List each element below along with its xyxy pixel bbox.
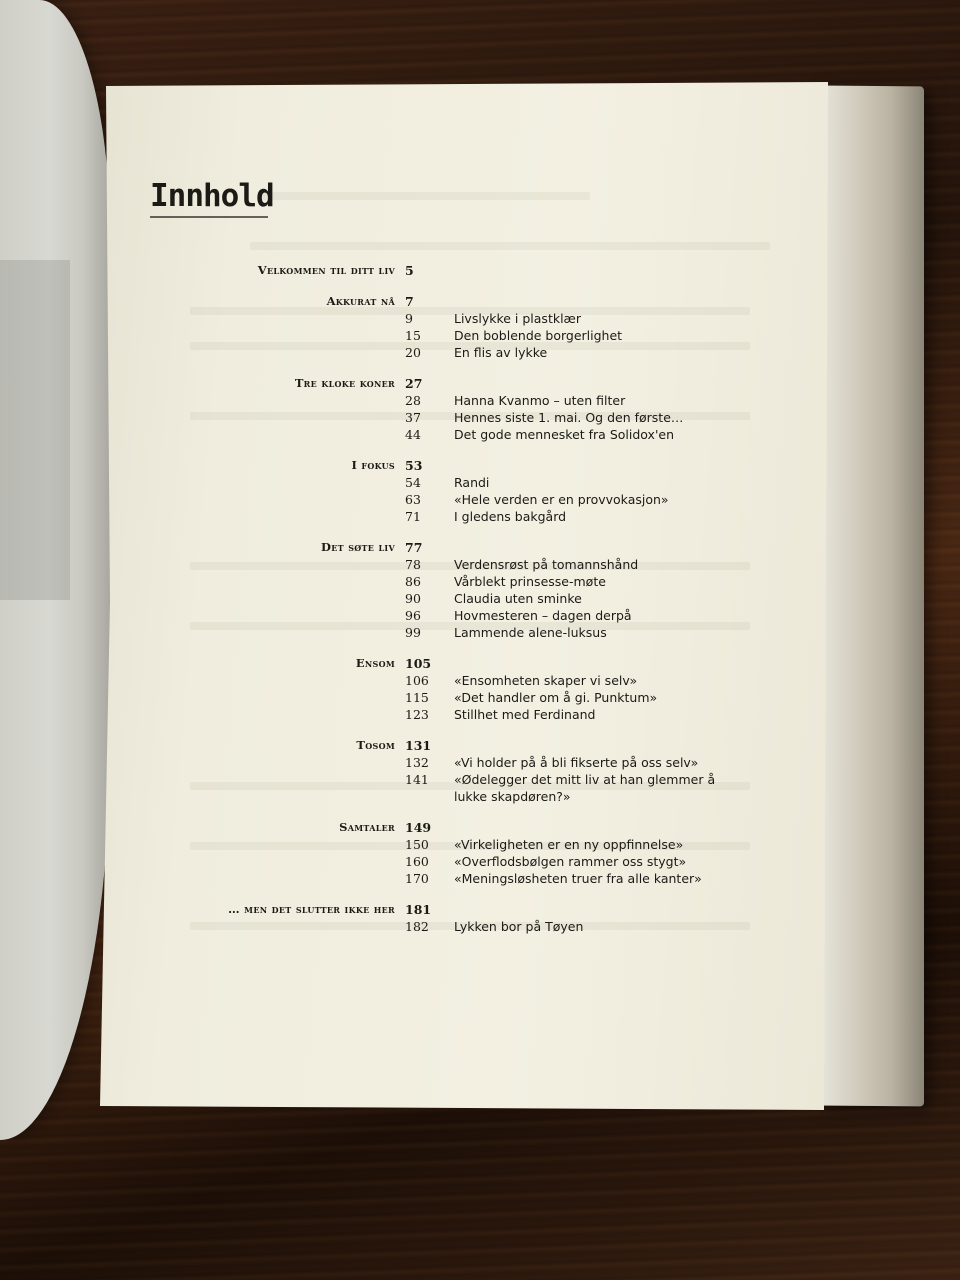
toc-entry-row xyxy=(200,310,720,327)
section-title: Ensom xyxy=(355,656,395,670)
toc-heading: Innhold xyxy=(150,178,274,214)
toc-section xyxy=(200,901,720,935)
entry-title: «Vi holder på å bli fikserte på oss selv» xyxy=(454,755,699,770)
toc-entry-row xyxy=(200,771,720,805)
entry-page-number: 54 xyxy=(405,475,421,490)
entry-title: Claudia uten sminke xyxy=(454,591,582,606)
toc-entry-row xyxy=(200,327,720,344)
toc-section xyxy=(200,819,720,887)
section-page-number: 53 xyxy=(405,458,423,473)
section-title: … men det slutter ikke her xyxy=(228,902,395,916)
entry-page-number: 96 xyxy=(405,608,421,623)
entry-page-number: 63 xyxy=(405,492,421,507)
toc-section xyxy=(200,375,720,443)
section-title: Velkommen til ditt liv xyxy=(257,263,395,277)
entry-page-number: 71 xyxy=(405,509,421,524)
bleed-through-line xyxy=(250,242,770,250)
toc-entry-row xyxy=(200,607,720,624)
entry-page-number: 90 xyxy=(405,591,421,606)
entry-page-number: 28 xyxy=(405,393,421,408)
section-page-number: 27 xyxy=(405,376,423,391)
toc-section-row xyxy=(200,457,720,474)
entry-page-number: 86 xyxy=(405,574,421,589)
toc-entry-row xyxy=(200,870,720,887)
toc-entry-row xyxy=(200,918,720,935)
section-page-number: 181 xyxy=(405,902,432,917)
section-title: Det søte liv xyxy=(320,540,395,554)
toc-entry-row xyxy=(200,573,720,590)
toc-section xyxy=(200,293,720,361)
entry-title: Hanna Kvanmo – uten filter xyxy=(454,393,626,408)
entry-title: Livslykke i plastklær xyxy=(454,311,581,326)
entry-page-number: 20 xyxy=(405,345,421,360)
toc-entry-row xyxy=(200,508,720,525)
book-edge xyxy=(818,86,924,1107)
entry-title: «Overflodsbølgen rammer oss stygt» xyxy=(454,854,687,869)
section-title: Tre kloke koner xyxy=(294,376,395,390)
toc-section-row xyxy=(200,737,720,754)
entry-page-number: 9 xyxy=(405,311,413,326)
section-title: Akkurat nå xyxy=(326,294,395,308)
entry-page-number: 141 xyxy=(405,772,429,787)
section-title: Samtaler xyxy=(339,820,395,834)
entry-page-number: 132 xyxy=(405,755,429,770)
entry-page-number: 78 xyxy=(405,557,421,572)
bleed-through-line xyxy=(260,192,590,200)
entry-title: En flis av lykke xyxy=(454,345,548,360)
entry-page-number: 182 xyxy=(405,919,429,934)
toc-entry-row xyxy=(200,474,720,491)
toc-entry-row xyxy=(200,853,720,870)
entry-title: Den boblende borgerlighet xyxy=(454,328,623,343)
section-page-number: 77 xyxy=(405,540,423,555)
toc-entry-row xyxy=(200,556,720,573)
entry-title: «Hele verden er en provvokasjon» xyxy=(454,492,669,507)
toc-section xyxy=(200,539,720,641)
entry-page-number: 15 xyxy=(405,328,421,343)
toc-section xyxy=(200,262,720,279)
entry-title: «Meningsløsheten truer fra alle kanter» xyxy=(454,871,702,886)
entry-title: Lykken bor på Tøyen xyxy=(454,919,584,934)
section-title: I fokus xyxy=(351,458,395,472)
section-page-number: 131 xyxy=(405,738,432,753)
toc-section xyxy=(200,737,720,805)
toc-entry-row xyxy=(200,409,720,426)
toc-section xyxy=(200,655,720,723)
section-page-number: 105 xyxy=(405,656,432,671)
entry-title: Vårblekt prinsesse-møte xyxy=(454,574,606,589)
toc-section-row xyxy=(200,901,720,918)
entry-page-number: 115 xyxy=(405,690,429,705)
entry-title: «Ensomheten skaper vi selv» xyxy=(454,673,638,688)
entry-title: Verdensrøst på tomannshånd xyxy=(454,557,639,572)
toc-entry-row xyxy=(200,836,720,853)
toc-entry-row xyxy=(200,590,720,607)
toc-section-row xyxy=(200,819,720,836)
entry-title: Lammende alene-luksus xyxy=(454,625,607,640)
entry-title: Hennes siste 1. mai. Og den første… xyxy=(454,410,684,425)
table-of-contents xyxy=(200,262,720,949)
section-title: Tosom xyxy=(356,738,395,752)
toc-section xyxy=(200,457,720,525)
toc-entry-row xyxy=(200,672,720,689)
toc-section-row xyxy=(200,293,720,310)
toc-entry-row xyxy=(200,426,720,443)
entry-page-number: 160 xyxy=(405,854,429,869)
entry-title: Det gode mennesket fra Solidox'en xyxy=(454,427,674,442)
toc-entry-row xyxy=(200,706,720,723)
entry-title: «Det handler om å gi. Punktum» xyxy=(454,690,658,705)
entry-page-number: 150 xyxy=(405,837,429,852)
toc-entry-row xyxy=(200,491,720,508)
entry-title: Stillhet med Ferdinand xyxy=(454,707,596,722)
toc-entry-row xyxy=(200,689,720,706)
entry-title: I gledens bakgård xyxy=(454,509,567,524)
entry-page-number: 106 xyxy=(405,673,429,688)
toc-entry-row xyxy=(200,754,720,771)
entry-title: Hovmesteren – dagen derpå xyxy=(454,608,632,623)
toc-section-row xyxy=(200,655,720,672)
toc-section-row xyxy=(200,375,720,392)
entry-page-number: 37 xyxy=(405,410,421,425)
entry-page-number: 99 xyxy=(405,625,421,640)
section-page-number: 149 xyxy=(405,820,432,835)
toc-section-row xyxy=(200,262,720,279)
section-page-number: 7 xyxy=(405,294,414,309)
left-page xyxy=(0,0,110,1140)
entry-page-number: 44 xyxy=(405,427,421,442)
entry-title: Randi xyxy=(454,475,490,490)
entry-title: «Virkeligheten er en ny oppfinnelse» xyxy=(454,837,684,852)
entry-page-number: 170 xyxy=(405,871,429,886)
toc-entry-row xyxy=(200,392,720,409)
entry-title: «Ødelegger det mitt liv at han glemmer å lukke skapdøren?» xyxy=(454,772,716,804)
toc-entry-row xyxy=(200,624,720,641)
section-page-number: 5 xyxy=(405,263,414,278)
entry-page-number: 123 xyxy=(405,707,429,722)
toc-section-row xyxy=(200,539,720,556)
toc-entry-row xyxy=(200,344,720,361)
